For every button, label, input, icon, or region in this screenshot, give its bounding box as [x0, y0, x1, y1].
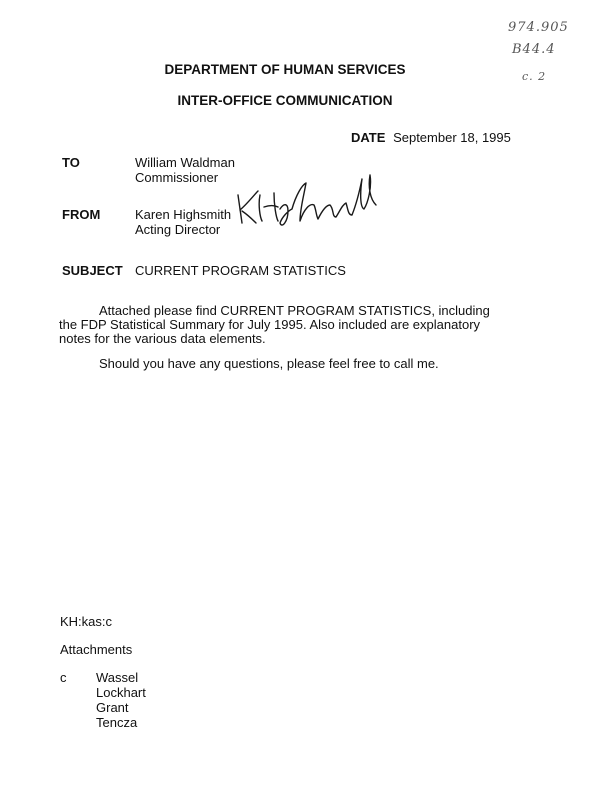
subject-label: SUBJECT	[62, 263, 123, 278]
handwritten-note-1: 974.905	[508, 20, 569, 35]
body-paragraph-1: Attached please find CURRENT PROGRAM STATISTICS, including the FDP Statistical Summary for July 1995. Also included are explanatory notes for the various data elements.	[59, 303, 490, 346]
from-name: Karen Highsmith	[135, 207, 232, 222]
reference-initials: KH:kas:c	[60, 614, 113, 629]
department-heading: DEPARTMENT OF HUMAN SERVICES	[164, 62, 406, 77]
from-block	[135, 207, 231, 237]
cc-name: Tencza	[96, 715, 138, 730]
body-paragraph-2: Should you have any questions, please feel free to call me.	[99, 356, 439, 371]
date-value: September 18, 1995	[393, 130, 511, 145]
signature-image	[230, 165, 380, 235]
to-title: Commissioner	[135, 170, 219, 185]
from-label: FROM	[62, 207, 101, 222]
date-label: DATE	[351, 130, 386, 145]
cc-name: Wassel	[96, 670, 139, 685]
handwritten-note-2: B44.4	[512, 42, 556, 57]
document-type-heading: INTER-OFFICE COMMUNICATION	[177, 93, 393, 108]
cc-name: Grant	[96, 700, 129, 715]
attachments-label: Attachments	[60, 642, 133, 657]
cc-list	[96, 670, 146, 730]
to-name: William Waldman	[135, 155, 235, 170]
from-title: Acting Director	[135, 222, 221, 237]
cc-label: c	[60, 670, 67, 685]
cc-name: Lockhart	[96, 685, 146, 700]
to-label: TO	[62, 155, 80, 170]
to-block	[135, 155, 235, 185]
date-line	[351, 130, 511, 145]
handwritten-note-3: c. 2	[522, 70, 547, 83]
subject-value: CURRENT PROGRAM STATISTICS	[135, 263, 346, 278]
